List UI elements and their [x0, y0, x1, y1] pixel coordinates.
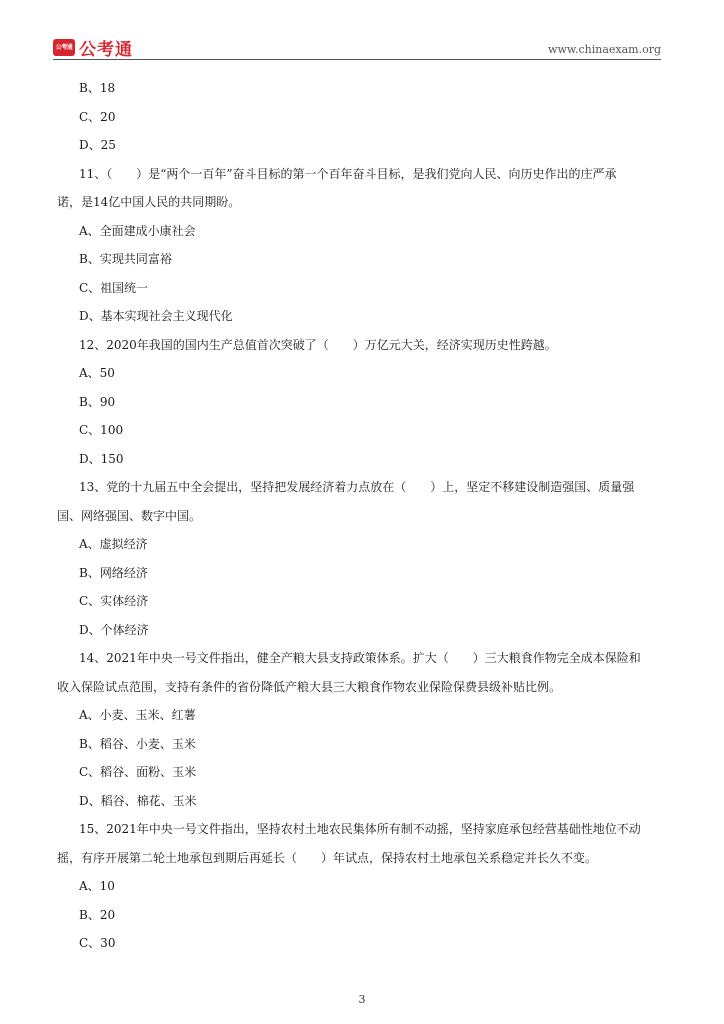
answer-option: A、50 — [79, 366, 115, 380]
question-text: 12、2020年我国的国内生产总值首次突破了（ ）万亿元大关，经济实现历史性跨越。 — [79, 337, 557, 352]
site-url[interactable]: www.chinaexam.org — [548, 43, 661, 56]
question-text: 13、党的十九届五中全会提出，坚持把发展经济着力点放在（ ）上，坚定不移建设制造强国、质量强 — [79, 480, 635, 494]
logo[interactable] — [53, 35, 133, 60]
answer-option: B、稻谷、小麦、玉米 — [79, 736, 196, 751]
question-text-continued: 摇，有序开展第二轮土地承包到期后再延长（ ）年试点，保持农村土地承包关系稳定并长久不变。 — [57, 850, 598, 865]
answer-option: B、实现共同富裕 — [79, 252, 172, 266]
header-divider — [53, 59, 661, 60]
question-text-continued: 诺，是14亿中国人民的共同期盼。 — [57, 195, 241, 209]
page-header — [0, 0, 724, 60]
answer-option: B、20 — [79, 907, 116, 922]
logo-text: 公考通 — [79, 40, 133, 60]
answer-option: C、100 — [79, 423, 124, 437]
answer-option: A、10 — [79, 879, 115, 893]
answer-option: A、虚拟经济 — [79, 537, 148, 551]
answer-option: B、网络经济 — [79, 565, 148, 580]
answer-option: B、90 — [79, 394, 116, 409]
answer-option: D、稻谷、棉花、玉米 — [79, 793, 197, 808]
answer-option: D、基本实现社会主义现代化 — [79, 309, 233, 323]
question-text-continued: 收入保险试点范围，支持有条件的省份降低产粮大县三大粮食作物农业保险保费县级补贴比例。 — [57, 679, 562, 694]
question-text: 15、2021年中央一号文件指出，坚持农村土地农民集体所有制不动摇，坚持家庭承包经营基础性地位不动 — [79, 822, 641, 836]
answer-option: A、小麦、玉米、红薯 — [79, 708, 196, 722]
answer-option: C、20 — [79, 109, 116, 124]
question-text: 14、2021年中央一号文件指出，健全产粮大县支持政策体系。扩大（ ）三大粮食作物完全成本保险和 — [79, 651, 641, 665]
logo-badge-icon: 公考通 — [53, 39, 75, 56]
answer-option: D、25 — [79, 138, 116, 152]
answer-option: C、祖国统一 — [79, 280, 149, 295]
answer-option: C、30 — [79, 936, 116, 950]
answer-option: C、稻谷、面粉、玉米 — [79, 765, 197, 779]
answer-option: C、实体经济 — [79, 594, 149, 608]
page-number: 3 — [358, 993, 366, 1006]
answer-option: D、150 — [79, 451, 124, 466]
question-text-continued: 国、网络强国、数字中国。 — [57, 508, 202, 523]
answer-option: D、个体经济 — [79, 622, 149, 637]
answer-option: B、18 — [79, 81, 116, 95]
answer-option: A、全面建成小康社会 — [79, 223, 196, 238]
question-text: 11、（ ）是“两个一百年”奋斗目标的第一个百年奋斗目标，是我们党向人民、向历史作出的庄严承 — [79, 166, 617, 181]
question-list — [57, 74, 671, 958]
